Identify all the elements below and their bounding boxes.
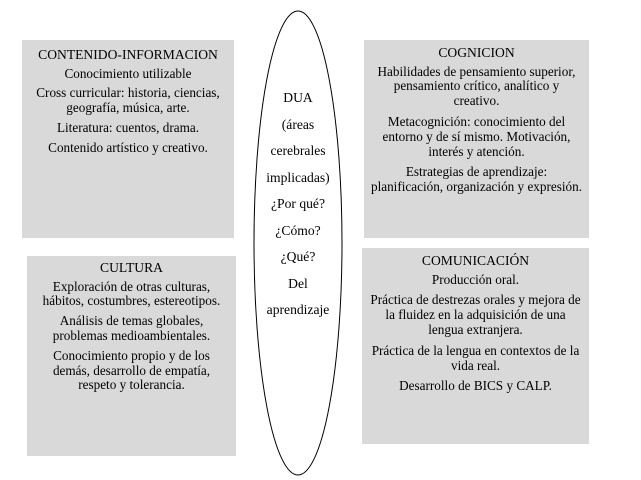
center-line-dua: DUA bbox=[283, 90, 313, 105]
cognicion-item: Metacognición: conocimiento del entorno y de sí mismo. Motivación, interés y atención. bbox=[382, 114, 571, 159]
cognicion-item: Estrategias de aprendizaje: planificación, organización y expresión. bbox=[370, 164, 583, 195]
cultura-title: CULTURA bbox=[100, 260, 163, 275]
cultura-item: Análisis de temas globales, problemas medioambientales. bbox=[52, 313, 211, 344]
center-line-por-que: ¿Por qué? bbox=[271, 196, 325, 211]
cognicion-box bbox=[364, 40, 589, 238]
cultura-box bbox=[27, 256, 236, 456]
center-line-implicadas: implicadas) bbox=[266, 169, 330, 185]
cultura-item: Exploración de otras culturas, hábitos, costumbres, estereotipos. bbox=[42, 278, 221, 309]
comunicacion-item: Desarrollo de BICS y CALP. bbox=[399, 378, 552, 394]
contenido-box bbox=[22, 40, 234, 238]
center-line-aprendizaje: aprendizaje bbox=[266, 302, 330, 317]
contenido-item: Conocimiento utilizable bbox=[64, 65, 192, 81]
contenido-item: Contenido artístico y creativo. bbox=[48, 139, 208, 155]
comunicacion-item: Producción oral. bbox=[431, 271, 520, 287]
contenido-title: CONTENIDO-INFORMACION bbox=[38, 47, 218, 62]
cognicion-title: COGNICION bbox=[438, 45, 515, 60]
comunicacion-title: COMUNICACIÓN bbox=[421, 253, 530, 268]
center-line-del: Del bbox=[288, 275, 308, 291]
center-line-areas: (áreas bbox=[281, 116, 315, 132]
center-line-que: ¿Qué? bbox=[280, 249, 316, 264]
contenido-item: Cross curricular: historia, ciencias, geografía, música, arte. bbox=[36, 85, 220, 116]
comunicacion-box bbox=[362, 248, 589, 444]
comunicacion-item: Práctica de destrezas orales y mejora de la fluidez en la adquisición de una lengua extranjera. bbox=[370, 292, 581, 338]
center-line-cerebrales: cerebrales bbox=[270, 143, 326, 158]
contenido-item: Literatura: cuentos, drama. bbox=[56, 120, 200, 136]
center-line-como: ¿Cómo? bbox=[275, 222, 321, 238]
cultura-item: Conocimiento propio y de los demás, desarrollo de empatía, respeto y tolerancia. bbox=[52, 347, 211, 393]
cognicion-item: Habilidades de pensamiento superior, pensamiento crítico, analítico y creativo. bbox=[377, 63, 576, 109]
center-label bbox=[250, 90, 346, 329]
comunicacion-item: Práctica de la lengua en contextos de la vida real. bbox=[371, 342, 580, 373]
